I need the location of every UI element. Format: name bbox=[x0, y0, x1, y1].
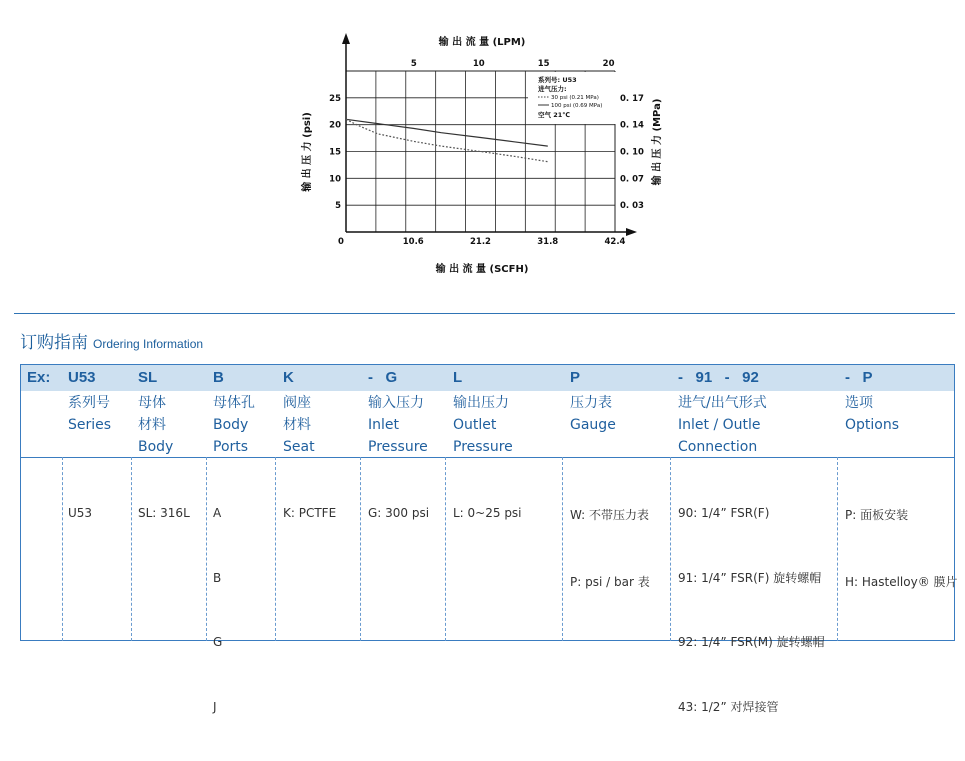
option-row: H: Hastelloy® 膜片 bbox=[845, 575, 958, 589]
code-example: Ex: bbox=[27, 369, 51, 386]
x-tick-label: 0 bbox=[338, 237, 344, 247]
cell-options bbox=[845, 460, 958, 637]
y-tick-label: 10 bbox=[329, 174, 341, 185]
cell-connection bbox=[678, 460, 825, 761]
top-tick-label: 20 bbox=[602, 59, 615, 69]
y-tick-label: 15 bbox=[329, 147, 341, 158]
option-row: P: psi / bar 表 bbox=[570, 575, 650, 589]
code-connection: - 91 - 92 bbox=[678, 369, 759, 386]
right-tick-label: 0. 17 bbox=[620, 93, 644, 104]
header-body: 母体 材料 Body bbox=[138, 395, 174, 455]
chart-legend bbox=[528, 72, 618, 124]
code-seat: K bbox=[283, 369, 294, 386]
column-divider bbox=[131, 457, 132, 641]
option-row: J bbox=[213, 699, 217, 714]
code-body: SL bbox=[138, 369, 158, 386]
option-row: 43: 1/2” 对焊接管 bbox=[678, 699, 779, 714]
column-divider bbox=[837, 457, 838, 641]
column-divider bbox=[562, 457, 563, 641]
header-outlet: 输出压力 Outlet Pressure bbox=[453, 395, 513, 455]
header-gauge: 压力表 Gauge bbox=[570, 395, 616, 433]
x-axis-title: 输 出 流 量 (SCFH) bbox=[435, 264, 529, 275]
legend-line: 30 psi (0.21 MPa) bbox=[551, 95, 599, 101]
option-row: B bbox=[213, 570, 222, 585]
cell-outlet bbox=[453, 460, 522, 568]
code-options: - P bbox=[845, 369, 873, 386]
section-divider bbox=[14, 313, 955, 314]
x-tick-label: 10.6 bbox=[402, 237, 424, 247]
option-row: G bbox=[213, 635, 223, 649]
column-divider bbox=[670, 457, 671, 641]
table-header-divider bbox=[21, 457, 954, 458]
option-row: U53 bbox=[68, 506, 93, 520]
column-divider bbox=[206, 457, 207, 641]
top-axis-title: 输 出 流 量 (LPM) bbox=[438, 37, 526, 48]
legend-line: 系列号: U53 bbox=[538, 76, 577, 84]
legend-line: 100 psi (0.69 MPa) bbox=[551, 103, 603, 109]
flow-pressure-chart bbox=[0, 0, 965, 300]
option-row: 91: 1/4” FSR(F) 旋转螺帽 bbox=[678, 570, 822, 585]
column-divider bbox=[445, 457, 446, 641]
header-inlet: 输入压力 Inlet Pressure bbox=[368, 395, 428, 455]
y-axis-title: 输 出 压 力 (psi) bbox=[302, 112, 313, 192]
option-row: 90: 1/4” FSR(F) bbox=[678, 506, 770, 520]
cell-ports bbox=[213, 460, 228, 761]
code-ports: B bbox=[213, 369, 224, 386]
right-tick-label: 0. 14 bbox=[620, 120, 644, 131]
section-title-en: Ordering Information bbox=[93, 337, 204, 351]
column-divider bbox=[62, 457, 63, 641]
legend-line: 空气 21℃ bbox=[538, 111, 571, 119]
option-row: P: 面板安装 bbox=[845, 508, 909, 522]
code-inlet: - G bbox=[368, 369, 398, 386]
cell-series bbox=[68, 460, 92, 568]
x-tick-label: 21.2 bbox=[470, 237, 491, 247]
column-divider bbox=[360, 457, 361, 641]
right-tick-label: 0. 10 bbox=[620, 147, 644, 158]
code-series: U53 bbox=[68, 369, 96, 386]
right-axis-title: 输 出 压 力 (MPa) bbox=[652, 98, 663, 186]
header-options: 选项 Options bbox=[845, 395, 900, 433]
option-row: W: 不带压力表 bbox=[570, 508, 650, 522]
top-tick-label: 10 bbox=[472, 59, 485, 69]
header-connection: 进气/出气形式 Inlet / Outle Connection bbox=[678, 395, 767, 455]
ordering-table bbox=[20, 364, 958, 714]
cell-inlet bbox=[368, 460, 429, 568]
top-tick-label: 5 bbox=[410, 59, 417, 69]
top-tick-label: 15 bbox=[537, 59, 550, 69]
code-outlet: L bbox=[453, 369, 463, 386]
x-axis-arrow bbox=[626, 228, 637, 236]
cell-seat bbox=[283, 460, 336, 568]
header-series: 系列号 Series bbox=[68, 395, 112, 433]
section-title bbox=[20, 328, 203, 353]
header-ports: 母体孔 Body Ports bbox=[213, 395, 255, 455]
legend-line: 进气压力: bbox=[538, 85, 567, 93]
option-row: L: 0~25 psi bbox=[453, 506, 522, 520]
y-tick-label: 20 bbox=[329, 120, 341, 131]
y-tick-label: 25 bbox=[329, 93, 341, 104]
x-tick-label: 31.8 bbox=[537, 237, 559, 247]
right-tick-label: 0. 03 bbox=[620, 201, 644, 212]
option-row: G: 300 psi bbox=[368, 506, 430, 520]
section-title-cn: 订购指南 bbox=[20, 333, 88, 353]
cell-body bbox=[138, 460, 190, 568]
code-bar bbox=[21, 365, 954, 391]
option-row: A bbox=[213, 506, 222, 520]
right-tick-label: 0. 07 bbox=[620, 174, 644, 185]
column-divider bbox=[275, 457, 276, 641]
x-tick-label: 42.4 bbox=[604, 237, 626, 247]
option-row: 92: 1/4” FSR(M) 旋转螺帽 bbox=[678, 635, 825, 649]
y-axis-arrow bbox=[342, 33, 350, 44]
code-gauge: P bbox=[570, 369, 581, 386]
cell-gauge bbox=[570, 460, 650, 637]
option-row: K: PCTFE bbox=[283, 506, 337, 520]
header-seat: 阀座 材料 Seat bbox=[283, 395, 315, 455]
option-row: SL: 316L bbox=[138, 506, 190, 520]
y-tick-label: 5 bbox=[335, 201, 341, 212]
